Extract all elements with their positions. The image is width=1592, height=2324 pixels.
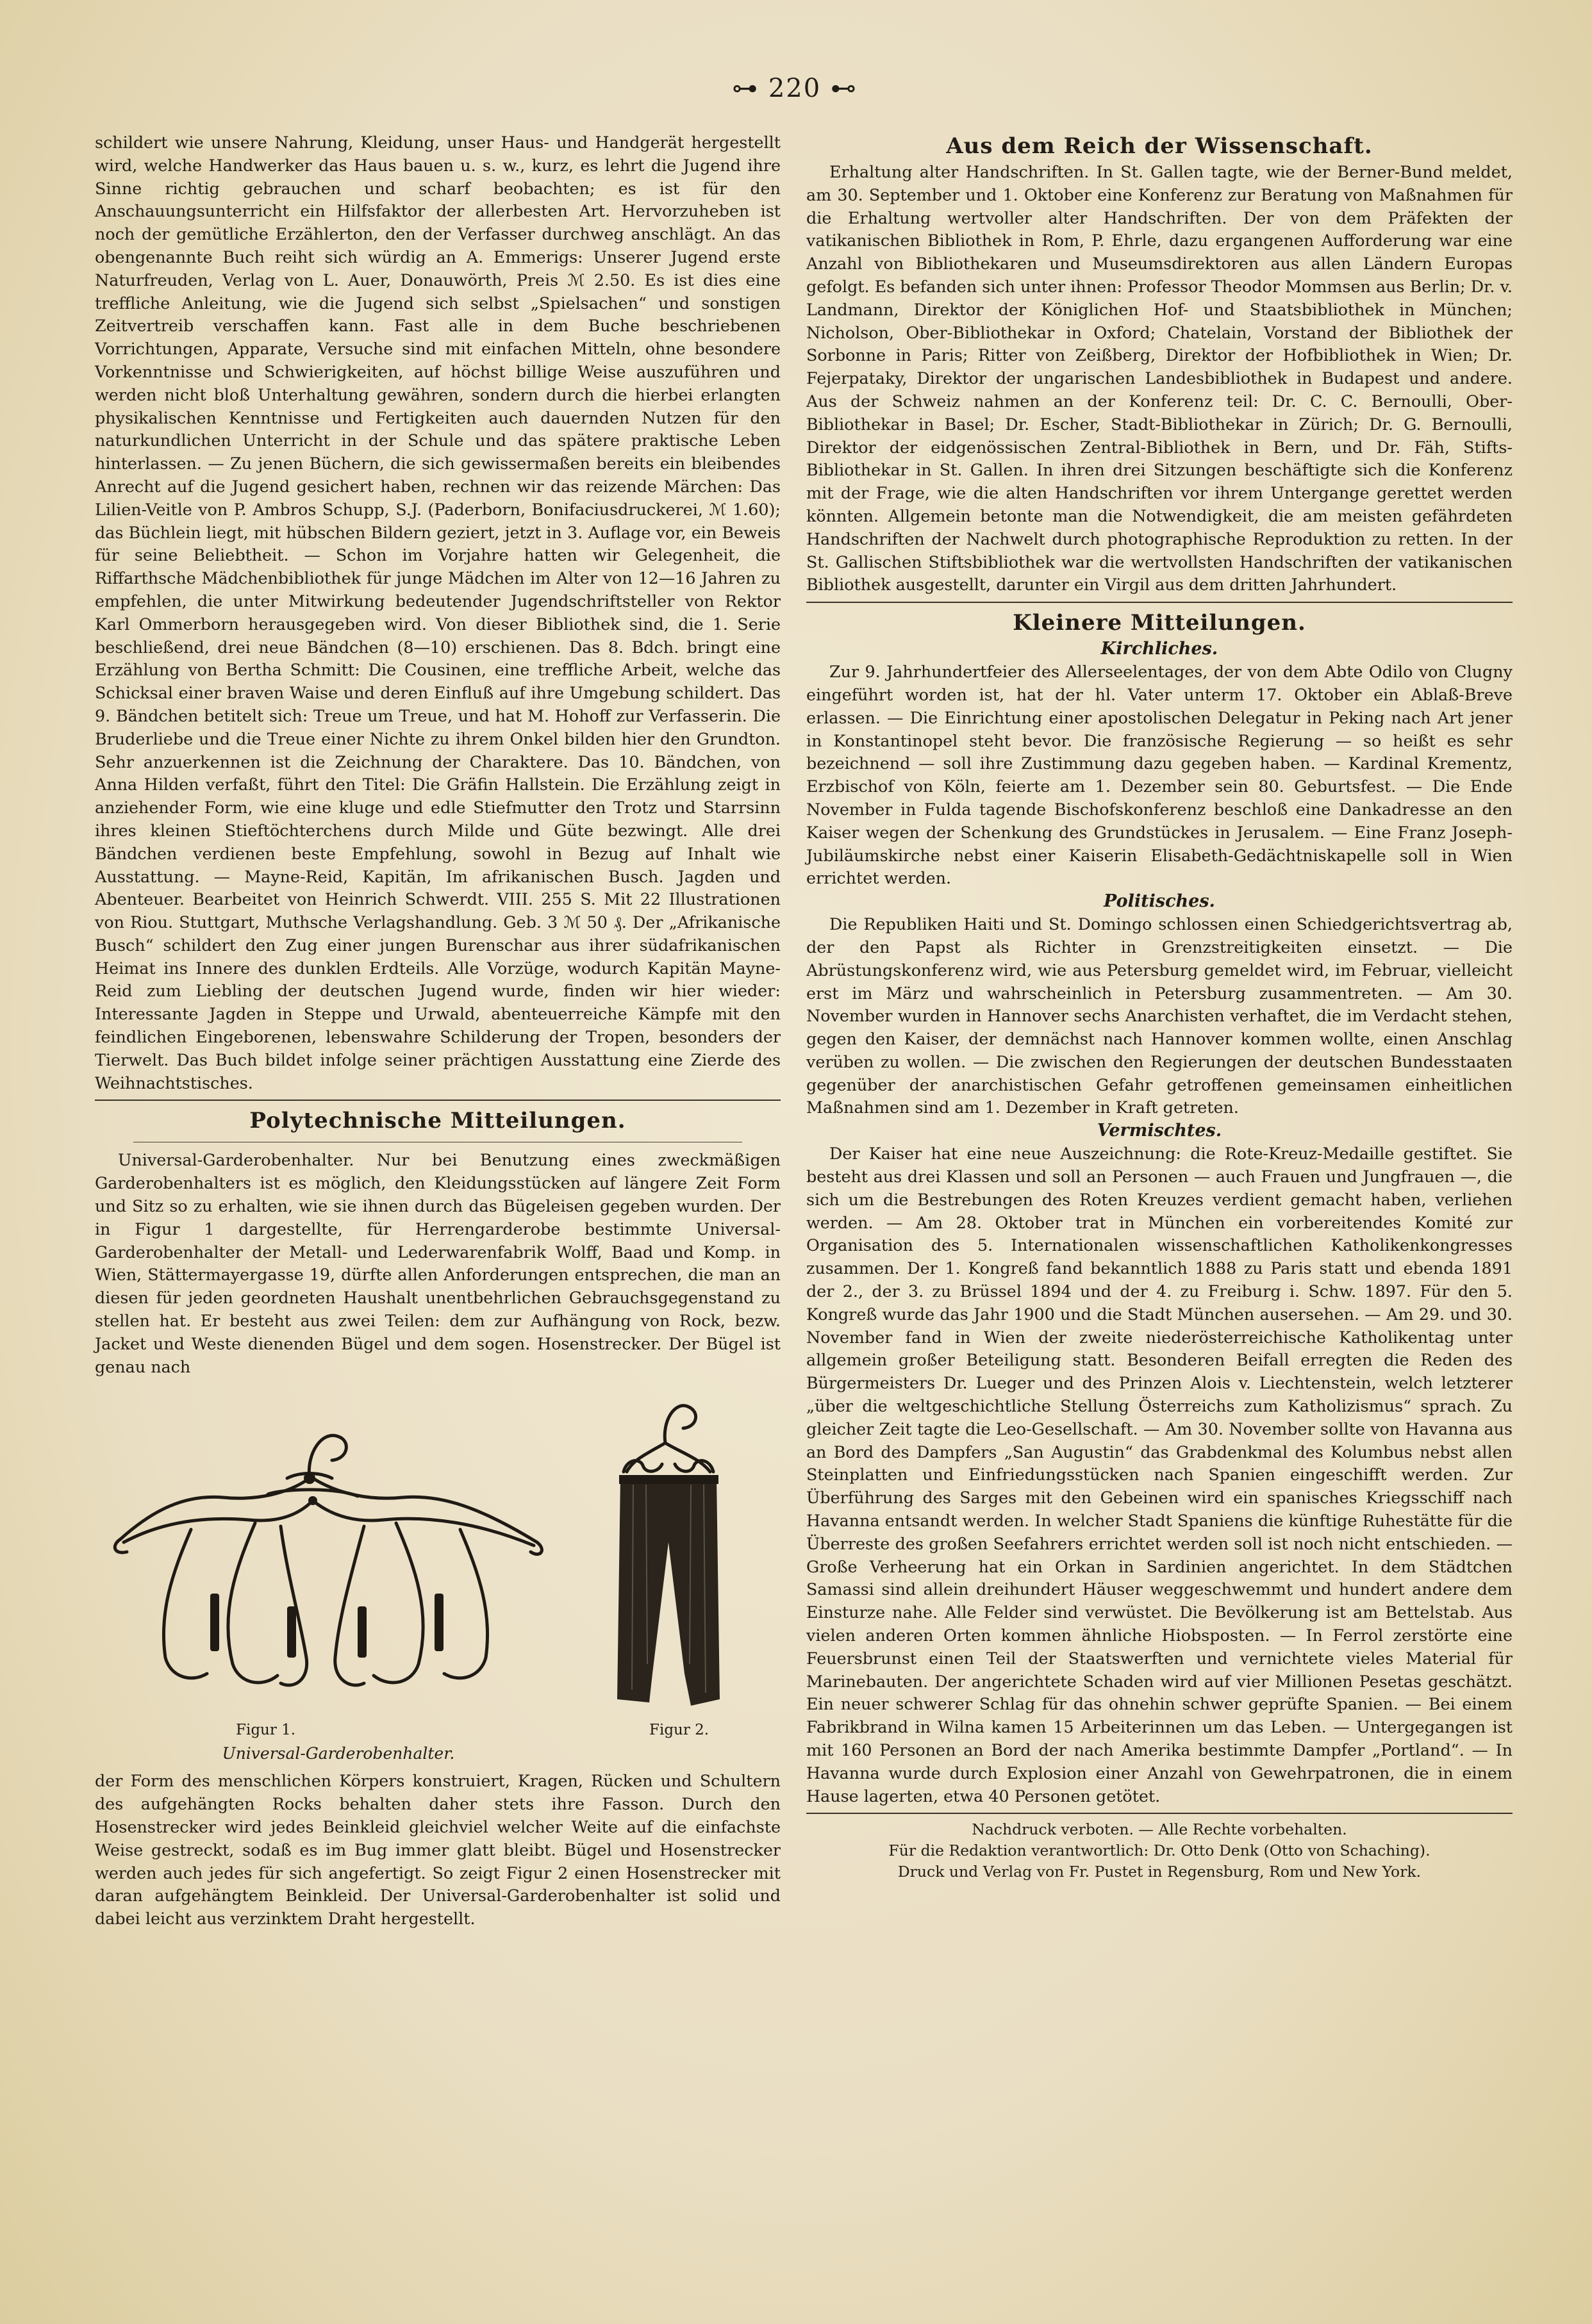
politics-paragraph: Die Republiken Haiti und St. Domingo schlossen einen Schiedgerichtsvertrag ab, der den Papst als Richter in Grenzstreitigkeiten einsetzt. — Die Abrüstungskonferenz wird, wie aus Petersburg gemeldet wird, im Februar, vielleicht erst im März und wahrscheinlich in Petersburg zusammentreten. — Am 30. November wurden in Hannover sechs Anarchisten verhaftet, die im Verdacht stehen, gegen den Kaiser, der demnächst nach Hannover kommen wollte, einen Anschlag verüben zu wollen. — Die zwischen den Regierungen der deutschen Bundesstaaten gegenüber der anarchistischen Gefahr getroffenen gemeinsamen einheitlichen Maßnahmen sind am 1. Dezember in Kraft getreten. (806, 914, 1513, 1117)
page-number (705, 74, 884, 112)
figure-2-caption: Figur 2. (649, 1722, 709, 1739)
miscellaneous-subheading: Vermischtes. (1097, 1121, 1222, 1141)
garment-holder-continuation: der Form des menschlichen Körpers konstruiert, Kragen, Rücken und Schultern des aufgehängten Rocks behalten daher stets ihre Fasson. Durch den Hosenstrecker wird jedes Beinkleid gleichviel welcher Weite auf die einfachste Weise gestreckt, sodaß es im Bug immer glatt bleibt. Bügel und Hosenstrecker werden auch jedes für sich angefertigt. So zeigt Figur 2 einen Hosenstrecker mit daran aufgehängtem Beinkleid. Der Universal-Garderobenhalter ist solid und dabei leicht aus verzinktem Draht hergestellt. (95, 1771, 781, 1929)
science-heading: Aus dem Reich der Wissenschaft. (946, 133, 1373, 159)
left-column (95, 131, 781, 1931)
section-divider (95, 1100, 781, 1101)
miscellaneous-paragraph: Der Kaiser hat eine neue Auszeichnung: die Rote-Kreuz-Medaille gestiftet. Sie besteht aus drei Klassen und soll an Personen — auch Frauen und Jungfrauen —, die sich um die Bestrebungen des Roten Kreuzes verdient gemacht haben, verliehen werden. — Am 28. Oktober trat in München ein vorbereitendes Komité zur Organisation des 5. Internationalen wissenschaftlichen Katholikenkongresses zusammen. Der 1. Kongreß fand bekanntlich 1888 zu Paris statt und ebenda 1891 der 2., der 3. zu Brüssel 1894 und der 4. zu Freiburg i. Schw. 1897. Für den 5. Kongreß wurde das Jahr 1900 und die Stadt München ausersehen. — Am 29. und 30. November fand in Wien der zweite niederösterreichische Katholikentag unter allgemein großer Beteiligung statt. Besonderen Beifall erregten die Reden des Bürgermeisters Dr. Lueger und des Prinzen Alois v. Liechtenstein, welch letzterer „über die weltgeschichtliche Stellung Österreichs zum Katholizismus“ sprach. Zu gleicher Zeit tagte die Leo-Gesellschaft. — Am 30. November sollte von Havanna aus an Bord des Dampfers „San Augustin“ das Grabdenkmal des Kolumbus nebst allen Steinplatten und Einfriedungsstücken nach Spanien eingeschifft werden. Zur Überführung des Sarges mit den Gebeinen wird ein spanisches Kriegsschiff nach Havanna entsandt werden. In welcher Stadt Spaniens die künftige Ruhestätte für die Überreste des großen Seefahrers errichtet werden soll ist noch nicht entschieden. — Große Verheerung hat ein Orkan in Sardinien angerichtet. In dem Städtchen Samassi sind allein dreihundert Häuser weggeschwemmt und hundert andere dem Einsturze nahe. Alle Felder sind verwüstet. Die Bevölkerung ist am Bettelstab. Aus vielen anderen Orten kommen ähnliche Hiobsposten. — In Ferrol zerstörte eine Feuersbrunst einen Teil der Staatswerften und vernichtete vieles Material für Marinebauten. Der angerichtete Schaden wird auf vier Millionen Pesetas geschätzt. Ein neuer schwerer Schlag für das ohnehin schwer geprüfte Spanien. — Bei einem Fabrikbrand in Wilna kamen 15 Arbeiterinnen um das Leben. — Untergegangen ist mit 160 Personen an Bord der nach Amerika bestimmte Dampfer „Portland“. — In Havanna wurde durch Explosion einer Anzahl von Gewehrpatronen, die in einem Hause lagerten, etwa 40 Personen getötet. (806, 1144, 1513, 1806)
page-number-text: 220 (768, 74, 822, 103)
manuscripts-paragraph: Erhaltung alter Handschriften. In St. Gallen tagte, wie der Berner-Bund meldet, am 30. September und 1. Oktober eine Konferenz zur Beratung von Maßnahmen für die Erhaltung wertvoller alter Handschriften. Der von dem Präfekten der vatikanischen Bibliothek in Rom, P. Ehrle, dazu ergangenen Aufforderung war eine Anzahl von Bibliothekaren und Museumsdirektoren aus allen Ländern Europas gefolgt. Es befanden sich unter ihnen: Professor Theodor Mommsen aus Berlin; Dr. v. Landmann, Direktor der Königlichen Hof- und Staatsbibliothek in München; Nicholson, Ober-Bibliothekar in Oxford; Chatelain, Vorstand der Bibliothek der Sorbonne in Paris; Ritter von Zeißberg, Direktor der Hofbibliothek in Wien; Dr. Fejerpataky, Direktor der ungarischen Landesbibliothek in Budapest und andere. Aus der Schweiz nahmen an der Konferenz teil: Dr. C. C. Bernoulli, Ober-Bibliothekar in Basel; Dr. Escher, Stadt-Bibliothekar in Zürich; Dr. G. Bernoulli, Direktor der eidgenössischen Zentral-Bibliothek in Bern, und Dr. Fäh, Stifts-Bibliothekar in St. Gallen. In ihren drei Sitzungen beschäftigte sich die Konferenz mit der Frage, wie die alten Handschriften vor ihrem Untergange gerettet werden könnten. Allgemein betonte man die Notwendigkeit, die am meisten gefährdeten Handschriften der Nachwelt durch photographische Reproduktion zu retten. In der St. Gallischen Stiftsbibliothek war die wertvollsten Handschriften der vatikanischen Bibliothek ausgestellt, darunter ein Virgil aus dem dritten Jahrhundert. (806, 162, 1513, 595)
garment-holder-paragraph: Universal-Garderobenhalter. Nur bei Benutzung eines zweckmäßigen Garderobenhalters ist es möglich, den Kleidungsstücken auf längere Zeit Form und Sitz so zu erhalten, wie sie ihnen durch das Bügeleisen gegeben wurden. Der in Figur 1 dargestellte, für Herrengarderobe bestimmte Universal-Garderobenhalter der Metall- und Lederwarenfabrik Wolff, Baad und Komp. in Wien, Stättermayergasse 19, dürfte allen Anforderungen entsprechen, die man an diesen für jeden geordneten Haushalt unentbehrlichen Gebrauchsgegenstand zu stellen hat. Er besteht aus zwei Teilen: dem zur Aufhängung von Rock, bezw. Jacket und Weste dienenden Bügel und dem sogen. Hosenstrecker. Der Bügel ist genau nach (95, 1150, 781, 1376)
church-subheading: Kirchliches. (1100, 639, 1218, 659)
section-divider (806, 602, 1513, 603)
minor-news-heading: Kleinere Mitteilungen. (1013, 610, 1306, 636)
church-paragraph: Zur 9. Jahrhundertfeier des Allerseelentages, der von dem Abte Odilo von Clugny eingeführt worden ist, hat der hl. Vater unterm 17. Oktober ein Ablaß-Breve erlassen. — Die Einrichtung einer apostolischen Delegatur in Peking nach Art jener in Konstantinopel steht bevor. Die französische Regierung — so heißt es sehr bezeichnend — soll ihre Zustimmung dazu gegeben haben. — Kardinal Krementz, Erzbischof von Köln, feierte am 1. Dezember sein 80. Geburtsfest. — Die Ende November in Fulda tagende Bischofskonferenz beschloß eine Dankadresse an den Kaiser wegen der Schenkung des Grundstückes in Jerusalem. — Eine Franz Joseph-Jubiläumskirche nebst einer Kaiserin Elisabeth-Gedächtniskapelle soll in Wien errichtet werden. (806, 662, 1513, 888)
figure-title: Universal-Garderobenhalter. (222, 1744, 455, 1763)
footer-copyright: Nachdruck verboten. — Alle Rechte vorbehalten. (972, 1820, 1347, 1839)
coat-hanger-illustration (95, 1382, 556, 1715)
page-number-ornament-right: ⊷ (821, 74, 858, 103)
figure-block (95, 1382, 781, 1770)
figure-1-caption: Figur 1. (236, 1722, 296, 1739)
footer-divider (806, 1813, 1513, 1814)
page-number-ornament-left: ⊶ (732, 74, 768, 103)
trouser-stretcher-illustration (588, 1382, 749, 1718)
book-review-paragraph: schildert wie unsere Nahrung, Kleidung, unser Haus- und Handgerät hergestellt wird, welche Handwerker das Haus bauen u. s. w., kurz, es lehrt die Jugend ihre Sinne richtig gebrauchen und scharf beobachten; es ist für den Anschauungsunterricht ein Hilfsfaktor der allerbesten Art. Hervorzuheben ist noch der gemütliche Erzählerton, den der Verfasser durchweg anschlägt. An das obengenannte Buch reiht sich würdig an A. Emmerigs: Unserer Jugend erste Naturfreuden, Verlag von L. Auer, Donauwörth, Preis ℳ 2.50. Es ist dies eine treffliche Anleitung, wie die Jugend sich selbst „Spielsachen“ und sonstigen Zeitvertreib verschaffen kann. Fast alle in dem Buche beschriebenen Vorrichtungen, Apparate, Versuche sind mit einfachen Mitteln, ohne besondere Vorkenntnisse und Schwierigkeiten, auf höchst billige Weise auszuführen und werden nicht bloß Unterhaltung gewähren, sondern durch die hierbei erlangten physikalischen Kenntnisse und Fertigkeiten auch dauernden Nutzen für den naturkundlichen Unterricht in der Schule und das spätere praktische Leben hinterlassen. — Zu jenen Büchern, die sich gewissermaßen bereits ein bleibendes Anrecht auf die Jugend gesichert haben, rechnen wir das reizende Märchen: Das Lilien-Veitle von P. Ambros Schupp, S.J. (Paderborn, Bonifaciusdruckerei, ℳ 1.60); das Büchlein liegt, mit hübschen Bildern geziert, jetzt in 3. Auflage vor, ein Beweis für seine Beliebtheit. — Schon im Vorjahre hatten wir Gelegenheit, die Riffarthsche Mädchenbibliothek für junge Mädchen im Alter von 12—16 Jahren zu empfehlen, die unter Mitwirkung bedeutender Jugendschriftsteller von Rektor Karl Ommerborn herausgegeben wird. Von dieser Bibliothek sind, die 1. Serie beschließend, drei neue Bändchen (8—10) erschienen. Das 8. Bdch. bringt eine Erzählung von Bertha Schmitt: Die Cousinen, eine treffliche Arbeit, welche das Schicksal einer braven Waise und deren Einfluß auf ihre Umgebung schildert. Das 9. Bändchen betitelt sich: Treue um Treue, und hat M. Hohoff zur Verfasserin. Die Bruderliebe und die Treue einer Nichte zu ihrem Onkel bilden hier den Grundton. Sehr anzuerkennen ist die Zeichnung der Charaktere. Das 10. Bändchen, von Anna Hilden verfaßt, führt den Titel: Die Gräfin Hallstein. Die Erzählung zeigt in anziehender Form, wie eine kluge und edle Stiefmutter den Trotz und Starrsinn ihres kleinen Stieftöchterchens durch Milde und Güte bezwingt. Alle drei Bändchen verdienen beste Empfehlung, sowohl in Bezug auf Inhalt wie Ausstattung. — Mayne-Reid, Kapitän, Im afrikanischen Busch. Jagden und Abenteuer. Bearbeitet von Heinrich Schwerdt. VIII. 255 S. Mit 22 Illustrationen von Riou. Stuttgart, Muthsche Verlagshandlung. Geb. 3 ℳ 50 ₰. Der „Afrikanische Busch“ schildert den Zug einer jungen Burenschar aus ihrer südafrikanischen Heimat ins Innere des dunklen Erdteils. Alle Vorzüge, wodurch Kapitän Mayne-Reid zum Liebling der deutschen Jugend wurde, finden wir hier wieder: Interessante Jagden in Steppe und Urwald, abenteuerreiche Kämpfe mit den feindlichen Eingeborenen, lebenswahre Schilderung der Tropen, besonders der Tierwelt. Das Buch bildet infolge seiner prächtigen Ausstattung eine Zierde des Weihnachtstisches. (95, 133, 781, 1092)
right-column (806, 131, 1513, 1883)
footer-editor: Für die Redaktion verantwortlich: Dr. Otto Denk (Otto von Schaching). (888, 1842, 1430, 1860)
footer-publisher: Druck und Verlag von Fr. Pustet in Regensburg, Rom und New York. (897, 1863, 1422, 1881)
politics-subheading: Politisches. (1104, 891, 1215, 912)
polytechnic-heading: Polytechnische Mitteilungen. (249, 1108, 626, 1134)
